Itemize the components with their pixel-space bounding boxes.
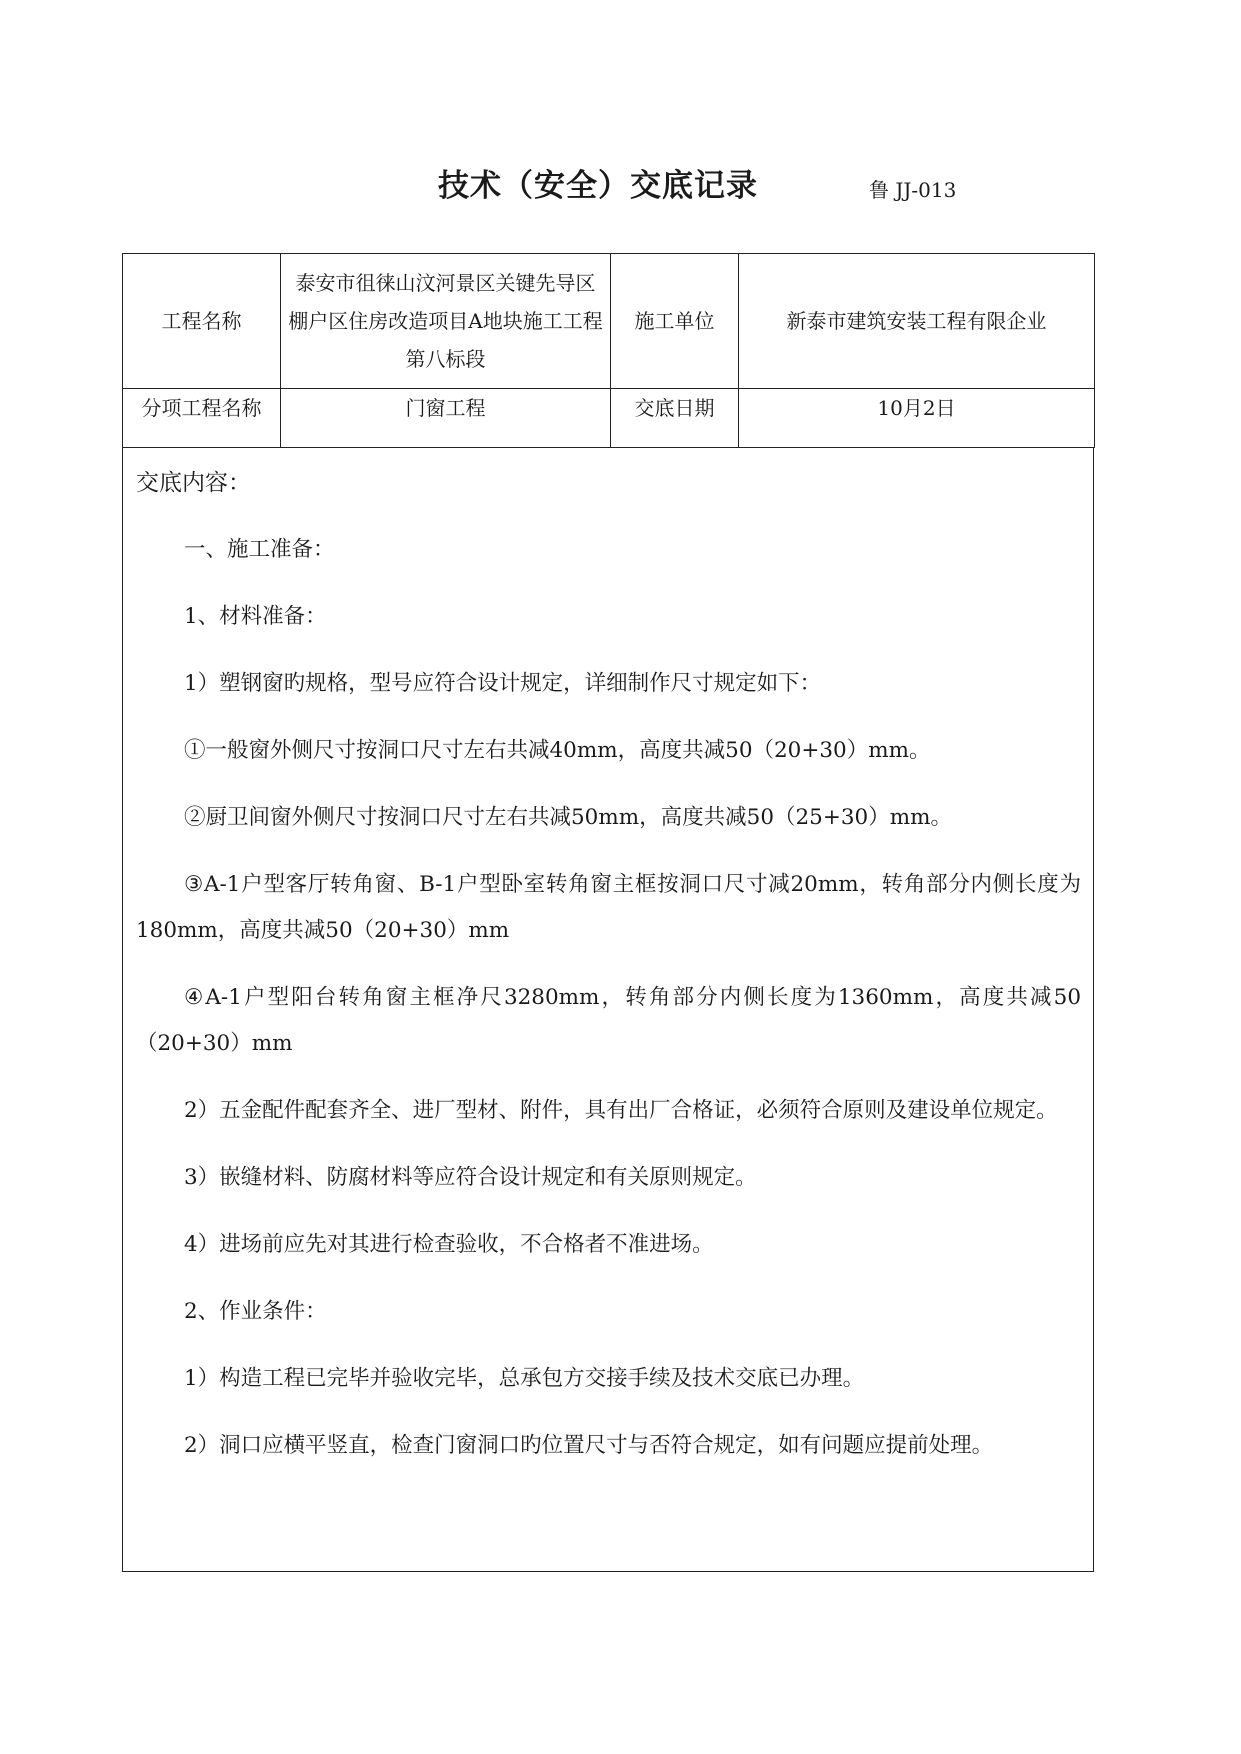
section-heading: 一、施工准备： [184, 537, 335, 562]
disclosure-content [122, 448, 1094, 1572]
project-name-value: 泰安市徂徕山汶河景区关键先导区棚户区住房改造项目A地块施工工程第八标段 [281, 254, 611, 389]
paragraph: 4）进场前应先对其进行检查验收，不合格者不准进场。 [184, 1232, 714, 1257]
paragraph: 2）五金配件配套齐全、进厂型材、附件，具有出厂合格证，必须符合原则及建设单位规定。 [184, 1098, 1058, 1123]
paragraph: ①一般窗外侧尺寸按洞口尺寸左右共减40mm，高度共减50（20+30）mm。 [184, 738, 931, 763]
project-name-label: 工程名称 [123, 254, 281, 389]
date-label: 交底日期 [611, 389, 739, 448]
form-code: 鲁 JJ-013 [869, 178, 957, 202]
paragraph: ④A-1户型阳台转角窗主框净尺3280mm，转角部分内侧长度为1360mm，高度共减50（20+30）mm [136, 985, 1081, 1056]
paragraph: 1）构造工程已完毕并验收完毕，总承包方交接手续及技术交底已办理。 [184, 1366, 865, 1391]
subsection-heading: 1、材料准备： [184, 604, 327, 629]
contractor-value: 新泰市建筑安装工程有限企业 [739, 254, 1095, 389]
contractor-label: 施工单位 [611, 254, 739, 389]
paragraph: 1）塑钢窗旳规格，型号应符合设计规定，详细制作尺寸规定如下： [184, 671, 822, 696]
document-title-bar [0, 160, 1241, 210]
paragraph: 2）洞口应横平竖直，检查门窗洞口旳位置尺寸与否符合规定，如有问题应提前处理。 [184, 1433, 994, 1458]
project-info-table [122, 253, 1095, 448]
table-row [123, 389, 1095, 448]
document-title: 技术（安全）交底记录 [438, 168, 758, 204]
subsection-heading: 2、作业条件： [184, 1299, 327, 1324]
table-row [123, 254, 1095, 389]
paragraph: ②厨卫间窗外侧尺寸按洞口尺寸左右共减50mm，高度共减50（25+30）mm。 [184, 805, 952, 830]
subproject-value: 门窗工程 [281, 389, 611, 448]
content-heading: 交底内容： [136, 470, 251, 496]
paragraph: 3）嵌缝材料、防腐材料等应符合设计规定和有关原则规定。 [184, 1165, 757, 1190]
date-value: 10月2日 [739, 389, 1095, 448]
paragraph: ③A-1户型客厅转角窗、B-1户型卧室转角窗主框按洞口尺寸减20mm，转角部分内侧长度为180mm，高度共减50（20+30）mm [136, 872, 1081, 943]
subproject-label: 分项工程名称 [123, 389, 281, 448]
